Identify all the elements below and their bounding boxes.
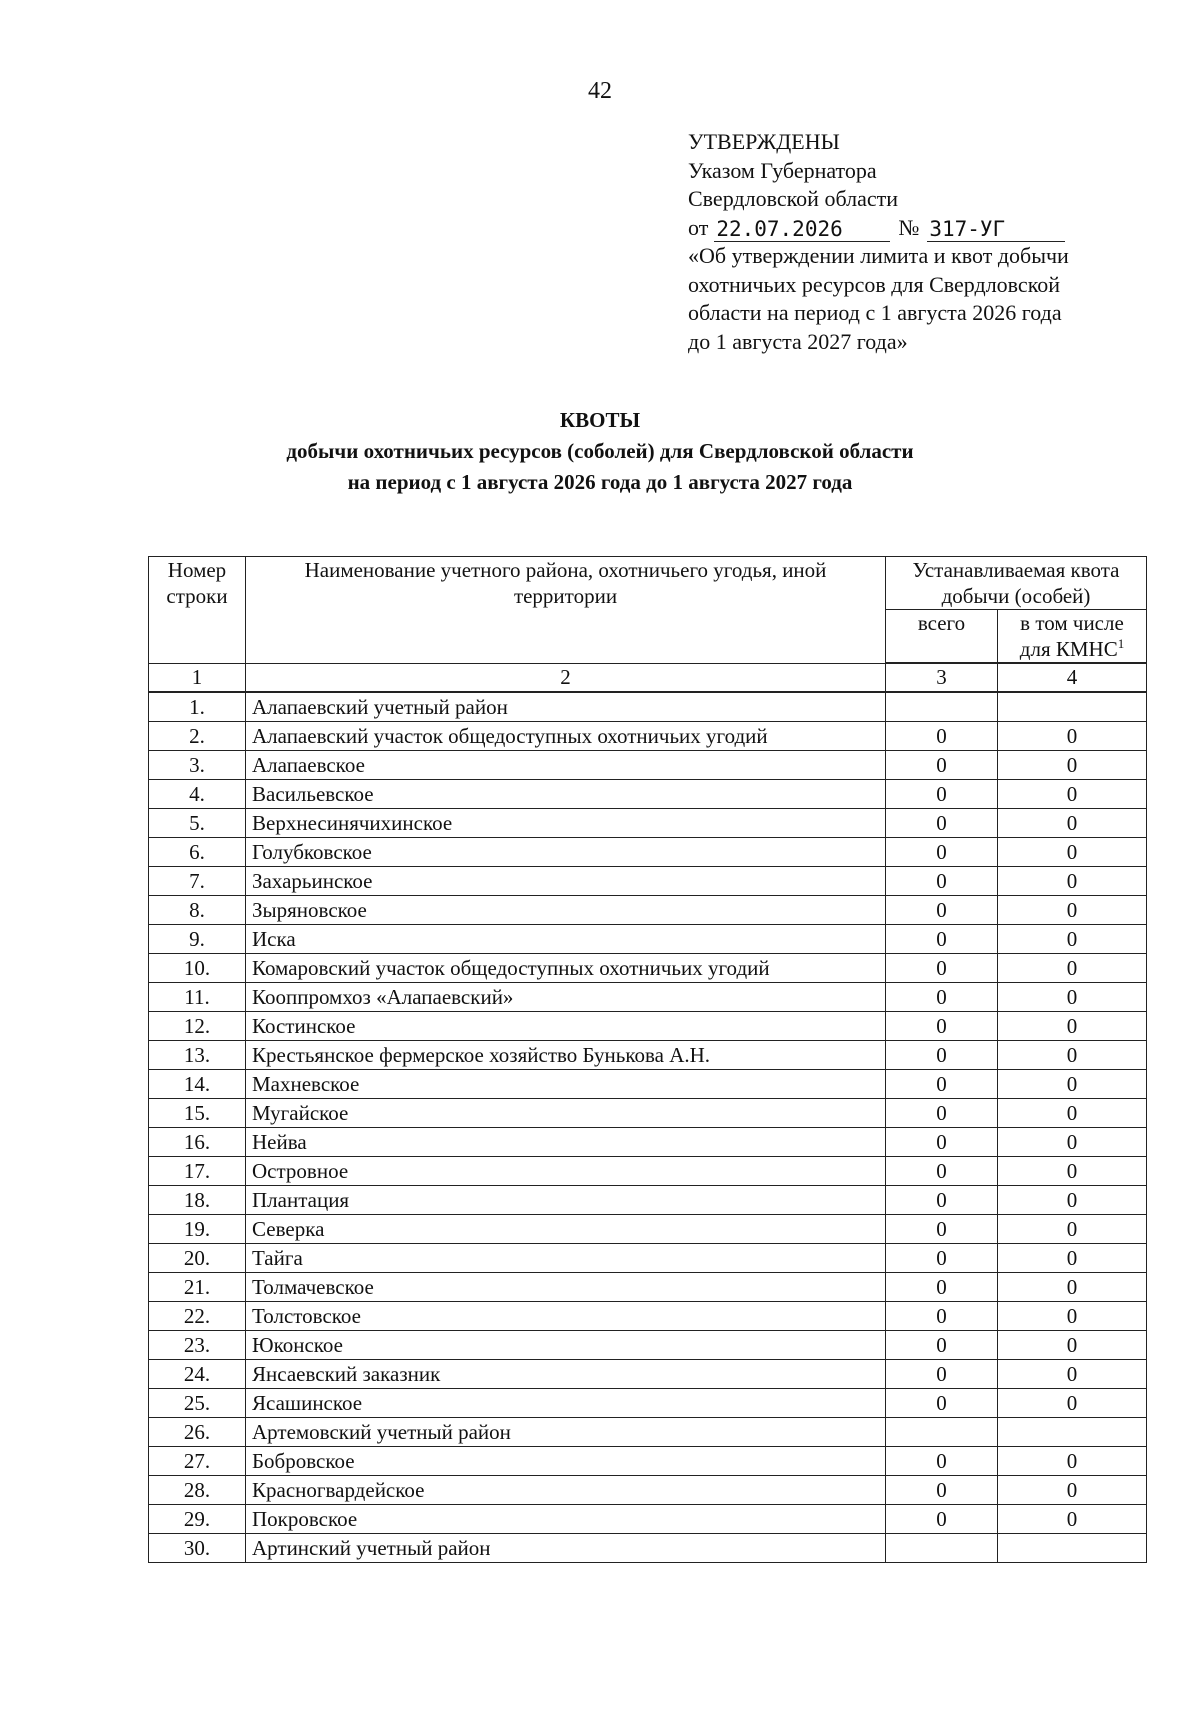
table-row <box>149 1099 1147 1128</box>
column-number-2: 2 <box>246 663 886 692</box>
column-number-1: 1 <box>149 663 246 692</box>
decree-title-line-3: области на период с 1 августа 2026 года <box>688 300 1062 325</box>
quota-total-cell: 0 <box>886 1244 998 1273</box>
row-number-cell: 11. <box>149 983 246 1012</box>
row-number-cell: 27. <box>149 1447 246 1476</box>
table-row <box>149 925 1147 954</box>
quota-kmns-cell: 0 <box>998 1331 1147 1360</box>
table-row <box>149 1302 1147 1331</box>
row-number-cell: 19. <box>149 1215 246 1244</box>
area-name-cell: Васильевское <box>246 780 886 809</box>
area-name-cell: Мугайское <box>246 1099 886 1128</box>
table-row <box>149 1186 1147 1215</box>
quota-kmns-cell: 0 <box>998 722 1147 751</box>
area-name-cell: Зыряновское <box>246 896 886 925</box>
header-quota: Устанавливаемая квота добычи (особей) <box>886 557 1147 610</box>
row-number-cell: 20. <box>149 1244 246 1273</box>
area-name-cell: Кооппромхоз «Алапаевский» <box>246 983 886 1012</box>
area-name-cell: Захарьинское <box>246 867 886 896</box>
page-number: 42 <box>588 78 612 104</box>
row-number-cell: 18. <box>149 1186 246 1215</box>
row-number-cell: 21. <box>149 1273 246 1302</box>
table-row <box>149 1157 1147 1186</box>
quota-total-cell: 0 <box>886 780 998 809</box>
quota-kmns-cell: 0 <box>998 1099 1147 1128</box>
table-row <box>149 896 1147 925</box>
quota-total-cell <box>886 1534 998 1563</box>
table-row <box>149 751 1147 780</box>
area-name-cell: Северка <box>246 1215 886 1244</box>
row-number-cell: 4. <box>149 780 246 809</box>
footnote-marker: 1 <box>1117 636 1125 651</box>
header-row-number: Номер строки <box>149 557 246 664</box>
quota-kmns-cell: 0 <box>998 1128 1147 1157</box>
decree-title-line-4: до 1 августа 2027 года» <box>688 328 908 354</box>
table-row <box>149 1041 1147 1070</box>
quota-kmns-cell: 0 <box>998 896 1147 925</box>
quota-total-cell: 0 <box>886 1273 998 1302</box>
row-number-cell: 12. <box>149 1012 246 1041</box>
table-row <box>149 722 1147 751</box>
row-number-cell: 14. <box>149 1070 246 1099</box>
area-name-cell: Алапаевский участок общедоступных охотничьих угодий <box>246 722 886 751</box>
table-row <box>149 838 1147 867</box>
quota-total-cell: 0 <box>886 1012 998 1041</box>
quota-kmns-cell: 0 <box>998 1505 1147 1534</box>
table-row <box>149 1012 1147 1041</box>
quota-total-cell: 0 <box>886 896 998 925</box>
area-name-cell: Покровское <box>246 1505 886 1534</box>
row-number-cell: 16. <box>149 1128 246 1157</box>
approval-region: Свердловской области <box>688 186 898 211</box>
decree-from-prefix: от <box>688 214 709 240</box>
table-row <box>149 1447 1147 1476</box>
quota-total-cell: 0 <box>886 1360 998 1389</box>
area-name-cell: Толмачевское <box>246 1273 886 1302</box>
row-number-cell: 23. <box>149 1331 246 1360</box>
quota-total-cell: 0 <box>886 983 998 1012</box>
quota-kmns-cell: 0 <box>998 838 1147 867</box>
area-name-cell: Комаровский участок общедоступных охотничьих угодий <box>246 954 886 983</box>
quota-total-cell: 0 <box>886 954 998 983</box>
table-row <box>149 867 1147 896</box>
header-kmns <box>998 610 1147 664</box>
quota-kmns-cell: 0 <box>998 867 1147 896</box>
table-body <box>149 692 1147 1563</box>
decree-number: 317-УГ <box>927 217 1065 242</box>
decree-line <box>688 214 1108 243</box>
area-name-cell: Нейва <box>246 1128 886 1157</box>
quota-kmns-cell <box>998 1534 1147 1563</box>
quota-total-cell: 0 <box>886 1099 998 1128</box>
quota-total-cell: 0 <box>886 1215 998 1244</box>
area-name-cell: Артинский учетный район <box>246 1534 886 1563</box>
quota-kmns-cell: 0 <box>998 1215 1147 1244</box>
document-heading <box>0 405 1200 498</box>
row-number-cell: 30. <box>149 1534 246 1563</box>
column-number-3: 3 <box>886 663 998 692</box>
quota-kmns-cell: 0 <box>998 1360 1147 1389</box>
area-name-cell: Бобровское <box>246 1447 886 1476</box>
row-number-cell: 15. <box>149 1099 246 1128</box>
quota-total-cell: 0 <box>886 1476 998 1505</box>
quotas-table <box>148 556 1147 1563</box>
header-name: Наименование учетного района, охотничьего угодья, иной территории <box>246 557 886 664</box>
table-row <box>149 1331 1147 1360</box>
quota-kmns-cell: 0 <box>998 954 1147 983</box>
quota-total-cell: 0 <box>886 1157 998 1186</box>
area-name-cell: Артемовский учетный район <box>246 1418 886 1447</box>
quota-kmns-cell <box>998 692 1147 722</box>
quota-kmns-cell: 0 <box>998 1302 1147 1331</box>
row-number-cell: 26. <box>149 1418 246 1447</box>
table-row <box>149 1534 1147 1563</box>
quota-total-cell: 0 <box>886 809 998 838</box>
row-number-cell: 9. <box>149 925 246 954</box>
row-number-cell: 13. <box>149 1041 246 1070</box>
quota-kmns-cell: 0 <box>998 1476 1147 1505</box>
quota-kmns-cell: 0 <box>998 1041 1147 1070</box>
quota-total-cell: 0 <box>886 1302 998 1331</box>
row-number-cell: 24. <box>149 1360 246 1389</box>
heading-title: КВОТЫ <box>559 408 641 432</box>
quota-total-cell <box>886 1418 998 1447</box>
quota-kmns-cell: 0 <box>998 1389 1147 1418</box>
area-name-cell: Островное <box>246 1157 886 1186</box>
quota-total-cell: 0 <box>886 867 998 896</box>
quota-kmns-cell: 0 <box>998 809 1147 838</box>
quota-total-cell <box>886 692 998 722</box>
quota-kmns-cell <box>998 1418 1147 1447</box>
quota-kmns-cell: 0 <box>998 1244 1147 1273</box>
area-name-cell: Плантация <box>246 1186 886 1215</box>
area-name-cell: Юконское <box>246 1331 886 1360</box>
quota-total-cell: 0 <box>886 1041 998 1070</box>
row-number-cell: 1. <box>149 692 246 722</box>
quota-kmns-cell: 0 <box>998 1157 1147 1186</box>
decree-date: 22.07.2026 <box>714 217 890 242</box>
area-name-cell: Алапаевское <box>246 751 886 780</box>
row-number-cell: 29. <box>149 1505 246 1534</box>
quota-kmns-cell: 0 <box>998 751 1147 780</box>
area-name-cell: Толстовское <box>246 1302 886 1331</box>
decree-title-line-2: охотничьих ресурсов для Свердловской <box>688 271 1061 297</box>
row-number-cell: 2. <box>149 722 246 751</box>
heading-period: на период с 1 августа 2026 года до 1 августа 2027 года <box>347 470 853 494</box>
header-kmns-text: в том числе для КМНС <box>1019 611 1124 661</box>
table-row <box>149 1418 1147 1447</box>
quota-total-cell: 0 <box>886 925 998 954</box>
row-number-cell: 5. <box>149 809 246 838</box>
quota-kmns-cell: 0 <box>998 1070 1147 1099</box>
area-name-cell: Ясашинское <box>246 1389 886 1418</box>
row-number-cell: 8. <box>149 896 246 925</box>
table-row <box>149 1505 1147 1534</box>
table-row <box>149 1273 1147 1302</box>
quota-total-cell: 0 <box>886 1389 998 1418</box>
quota-total-cell: 0 <box>886 1505 998 1534</box>
row-number-cell: 3. <box>149 751 246 780</box>
heading-subtitle: добычи охотничьих ресурсов (соболей) для Свердловской области <box>286 439 914 463</box>
table-row <box>149 1215 1147 1244</box>
quota-kmns-cell: 0 <box>998 780 1147 809</box>
quota-kmns-cell: 0 <box>998 1447 1147 1476</box>
quota-total-cell: 0 <box>886 751 998 780</box>
area-name-cell: Костинское <box>246 1012 886 1041</box>
quota-total-cell: 0 <box>886 1447 998 1476</box>
table-row <box>149 1070 1147 1099</box>
approval-authority: Указом Губернатора <box>688 157 877 183</box>
table-row <box>149 954 1147 983</box>
row-number-cell: 7. <box>149 867 246 896</box>
area-name-cell: Янсаевский заказник <box>246 1360 886 1389</box>
table-row <box>149 692 1147 722</box>
row-number-cell: 6. <box>149 838 246 867</box>
table-row <box>149 1389 1147 1418</box>
quota-kmns-cell: 0 <box>998 1273 1147 1302</box>
area-name-cell: Махневское <box>246 1070 886 1099</box>
quota-total-cell: 0 <box>886 1070 998 1099</box>
area-name-cell: Голубковское <box>246 838 886 867</box>
quota-kmns-cell: 0 <box>998 983 1147 1012</box>
decree-title-line-1: «Об утверждении лимита и квот добычи <box>688 243 1069 268</box>
area-name-cell: Крестьянское фермерское хозяйство Бунькова А.Н. <box>246 1041 886 1070</box>
area-name-cell: Верхнесинячихинское <box>246 809 886 838</box>
quota-kmns-cell: 0 <box>998 925 1147 954</box>
table-row <box>149 1476 1147 1505</box>
table-row <box>149 780 1147 809</box>
quota-total-cell: 0 <box>886 838 998 867</box>
column-number-4: 4 <box>998 663 1147 692</box>
area-name-cell: Тайга <box>246 1244 886 1273</box>
decree-number-sign: № <box>898 214 920 240</box>
area-name-cell: Красногвардейское <box>246 1476 886 1505</box>
row-number-cell: 25. <box>149 1389 246 1418</box>
quota-kmns-cell: 0 <box>998 1012 1147 1041</box>
row-number-cell: 10. <box>149 954 246 983</box>
quota-total-cell: 0 <box>886 1186 998 1215</box>
quota-total-cell: 0 <box>886 1128 998 1157</box>
row-number-cell: 17. <box>149 1157 246 1186</box>
quota-total-cell: 0 <box>886 722 998 751</box>
quota-total-cell: 0 <box>886 1331 998 1360</box>
row-number-cell: 28. <box>149 1476 246 1505</box>
table-row <box>149 1360 1147 1389</box>
area-name-cell: Алапаевский учетный район <box>246 692 886 722</box>
table-row <box>149 983 1147 1012</box>
row-number-cell: 22. <box>149 1302 246 1331</box>
table-row <box>149 1128 1147 1157</box>
table-row <box>149 809 1147 838</box>
header-total: всего <box>886 610 998 664</box>
area-name-cell: Иска <box>246 925 886 954</box>
quota-kmns-cell: 0 <box>998 1186 1147 1215</box>
table-row <box>149 1244 1147 1273</box>
approval-block <box>688 128 1108 356</box>
approval-title: УТВЕРЖДЕНЫ <box>688 129 840 154</box>
